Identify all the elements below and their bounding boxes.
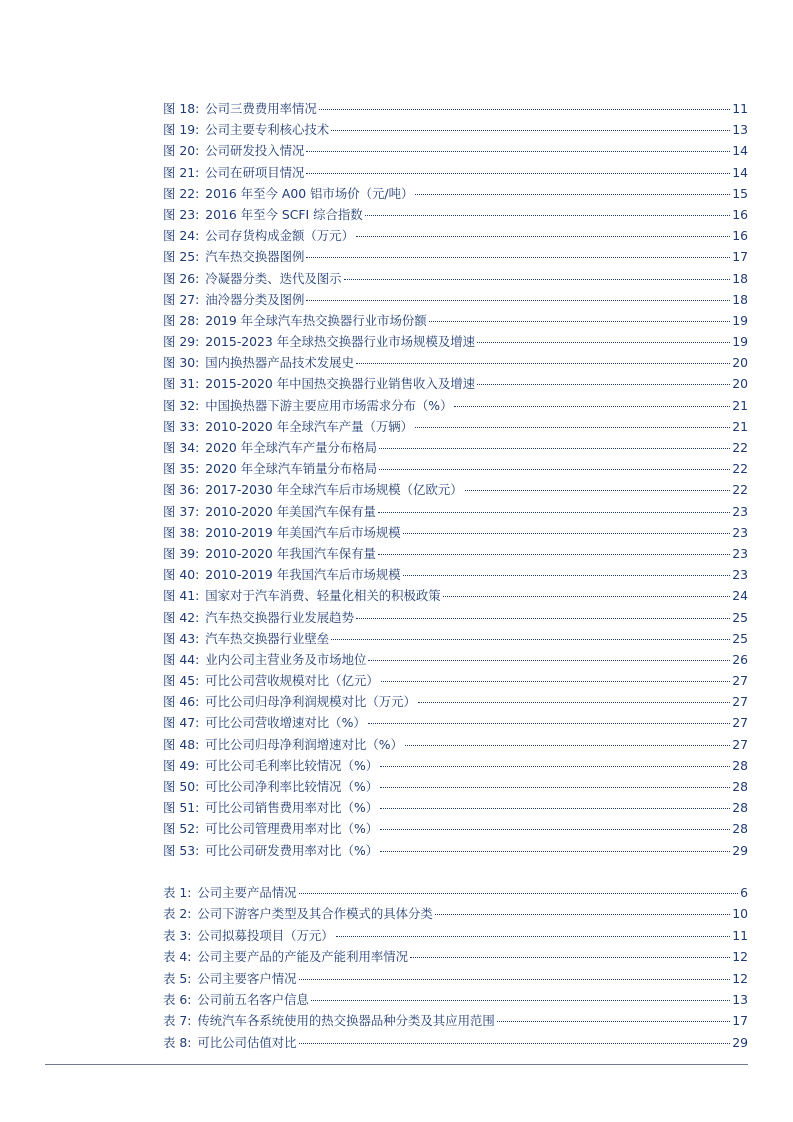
figure-entry[interactable]: [163, 734, 748, 755]
entry-title: 2016 年至今 A00 铝市场价（元/吨）: [205, 185, 414, 201]
entry-title: 传统汽车各系统使用的热交换器品种分类及其应用范围: [197, 1013, 495, 1029]
dot-leader: [356, 618, 730, 619]
entry-title: 国内换热器产品技术发展史: [205, 355, 354, 371]
figure-entry[interactable]: [163, 564, 748, 585]
entry-title: 可比公司净利率比较情况（%）: [205, 779, 379, 794]
dot-leader: [331, 130, 730, 131]
dot-leader: [380, 766, 730, 767]
dot-leader: [299, 1043, 731, 1044]
entry-number: 图 52:: [163, 821, 200, 837]
page-number: 11: [732, 101, 748, 116]
page-number: 19: [732, 334, 748, 350]
entry-title: 国家对于汽车消费、轻量化相关的积极政策: [205, 588, 441, 604]
entry-title: 2015-2023 年全球热交换器行业市场规模及增速: [205, 334, 476, 350]
entry-title: 公司主要产品的产能及产能利用率情况: [197, 949, 409, 965]
dot-leader: [415, 194, 730, 195]
entry-number: 图 51:: [163, 800, 200, 816]
page-number: 27: [732, 694, 748, 710]
entry-title: 可比公司管理费用率对比（%）: [205, 821, 379, 837]
entry-title: 油冷器分类及图例: [205, 291, 305, 307]
entry-title: 可比公司销售费用率对比（%）: [205, 800, 379, 816]
page-number: 25: [732, 630, 748, 646]
page-number: 28: [732, 821, 748, 837]
entry-label: [163, 946, 408, 967]
figure-entry[interactable]: [163, 289, 748, 310]
dot-leader: [443, 596, 731, 597]
dot-leader: [336, 936, 731, 937]
page-number: 12: [732, 949, 748, 965]
page-number: 21: [732, 397, 748, 413]
entry-label: [163, 225, 354, 246]
page-number: 16: [732, 206, 748, 222]
page-number: 11: [732, 927, 748, 943]
figure-entry[interactable]: [163, 712, 748, 733]
page-number: 6: [740, 885, 748, 900]
entry-number: 图 38:: [163, 524, 200, 540]
entry-number: 图 35:: [163, 461, 200, 477]
page-number: 23: [732, 524, 748, 540]
dot-leader: [418, 702, 730, 703]
entry-label: [163, 543, 376, 564]
entry-label: [163, 268, 342, 289]
entry-number: 表 4:: [163, 949, 192, 965]
entry-number: 图 43:: [163, 630, 200, 646]
entry-number: 图 39:: [163, 545, 200, 561]
entry-label: [163, 797, 378, 818]
page-number: 13: [732, 122, 748, 138]
entry-number: 图 29:: [163, 334, 200, 350]
dot-leader: [306, 300, 730, 301]
dot-leader: [380, 787, 730, 788]
table-entry[interactable]: [163, 925, 748, 946]
entry-number: 图 50:: [163, 779, 200, 794]
page-number: 24: [732, 588, 748, 604]
figure-entry[interactable]: [163, 268, 748, 289]
entry-number: 图 20:: [163, 143, 200, 159]
entry-label: [163, 925, 334, 946]
entry-number: 图 32:: [163, 397, 200, 413]
entry-number: 表 1:: [163, 885, 192, 900]
entry-number: 图 19:: [163, 122, 200, 138]
entry-title: 2016 年至今 SCFI 综合指数: [205, 206, 363, 222]
figure-entry[interactable]: [163, 162, 748, 183]
dot-leader: [299, 893, 739, 894]
entry-title: 公司研发投入情况: [205, 143, 305, 159]
page-number: 19: [732, 312, 748, 328]
entry-number: 图 44:: [163, 651, 200, 667]
entry-number: 图 22:: [163, 185, 200, 201]
figure-entry[interactable]: [163, 458, 748, 479]
entry-label: [163, 289, 304, 310]
dot-leader: [415, 427, 730, 428]
entry-number: 图 26:: [163, 270, 200, 286]
entry-label: [163, 479, 463, 500]
figure-entry[interactable]: [163, 183, 748, 204]
entry-title: 汽车热交换器行业壁垒: [205, 630, 330, 646]
figure-entry[interactable]: [163, 691, 748, 712]
entry-number: 图 33:: [163, 418, 200, 434]
dot-leader: [403, 575, 731, 576]
table-index: [163, 882, 748, 1053]
entry-label: [163, 691, 416, 712]
entry-number: 图 25:: [163, 249, 200, 265]
entry-label: [163, 649, 366, 670]
figure-entry[interactable]: [163, 501, 748, 522]
figure-entry[interactable]: [163, 395, 748, 416]
page-number: 27: [732, 715, 748, 731]
dot-leader: [403, 533, 731, 534]
figure-entry[interactable]: [163, 98, 748, 119]
entry-label: [163, 628, 329, 649]
table-entry[interactable]: [163, 1010, 748, 1031]
page-number: 27: [732, 673, 748, 689]
figure-entry[interactable]: [163, 479, 748, 500]
figure-entry[interactable]: [163, 310, 748, 331]
entry-number: 图 36:: [163, 482, 200, 498]
entry-label: [163, 395, 452, 416]
dot-leader: [378, 554, 730, 555]
entry-title: 公司存货构成金额（万元）: [205, 228, 354, 244]
figure-entry[interactable]: [163, 755, 748, 776]
dot-leader: [368, 723, 730, 724]
page-number: 29: [732, 842, 748, 858]
entry-label: [163, 734, 403, 755]
entry-label: [163, 246, 304, 267]
entry-title: 可比公司归母净利润增速对比（%）: [205, 736, 403, 752]
page-number: 22: [732, 482, 748, 498]
entry-label: [163, 1010, 495, 1031]
entry-number: 图 37:: [163, 503, 200, 519]
figure-entry[interactable]: [163, 649, 748, 670]
entry-number: 图 53:: [163, 842, 200, 858]
figure-entry[interactable]: [163, 119, 748, 140]
entry-label: [163, 140, 304, 161]
entry-number: 表 5:: [163, 970, 192, 986]
entry-label: [163, 882, 297, 903]
dot-leader: [306, 257, 730, 258]
entry-number: 图 45:: [163, 673, 200, 689]
entry-title: 业内公司主营业务及市场地位: [205, 651, 367, 667]
entry-label: [163, 119, 329, 140]
entry-title: 2020 年全球汽车产量分布格局: [205, 440, 378, 455]
entry-label: [163, 437, 377, 458]
dot-leader: [331, 639, 730, 640]
page-number: 14: [732, 143, 748, 159]
entry-label: [163, 501, 376, 522]
dot-leader: [319, 109, 730, 110]
figure-entry[interactable]: [163, 776, 748, 797]
page-number: 23: [732, 545, 748, 561]
entry-title: 汽车热交换器图例: [205, 249, 305, 265]
page-number: 17: [732, 249, 748, 265]
entry-title: 2010-2020 年我国汽车保有量: [205, 545, 376, 561]
page-number: 14: [732, 164, 748, 180]
page-number: 10: [732, 906, 748, 922]
entry-number: 图 48:: [163, 736, 200, 752]
entry-title: 汽车热交换器行业发展趋势: [205, 609, 354, 625]
entry-label: [163, 522, 401, 543]
entry-title: 2015-2020 年中国热交换器行业销售收入及增速: [205, 376, 476, 392]
figure-entry[interactable]: [163, 331, 748, 352]
dot-leader: [356, 236, 730, 237]
entry-number: 图 41:: [163, 588, 200, 604]
entry-number: 图 27:: [163, 291, 200, 307]
dot-leader: [465, 490, 731, 491]
figure-entry[interactable]: [163, 140, 748, 161]
entry-label: [163, 183, 413, 204]
dot-leader: [380, 829, 730, 830]
figure-index: [163, 98, 748, 861]
table-entry[interactable]: [163, 968, 748, 989]
entry-number: 图 31:: [163, 376, 200, 392]
dot-leader: [379, 469, 730, 470]
dot-leader: [380, 851, 730, 852]
figure-entry[interactable]: [163, 628, 748, 649]
entry-number: 表 8:: [163, 1034, 192, 1050]
entry-number: 表 6:: [163, 991, 192, 1007]
entry-title: 冷凝器分类、迭代及图示: [205, 270, 342, 286]
page-number: 20: [732, 376, 748, 392]
dot-leader: [454, 406, 730, 407]
entry-title: 可比公司毛利率比较情况（%）: [205, 757, 379, 773]
entry-label: [163, 1032, 297, 1053]
page-number: 16: [732, 228, 748, 244]
entry-title: 可比公司研发费用率对比（%）: [205, 842, 379, 858]
figure-entry[interactable]: [163, 818, 748, 839]
figure-entry[interactable]: [163, 204, 748, 225]
entry-title: 2010-2020 年美国汽车保有量: [205, 503, 376, 519]
entry-title: 公司在研项目情况: [205, 164, 305, 180]
entry-title: 可比公司归母净利润规模对比（万元）: [205, 694, 416, 710]
table-entry[interactable]: [163, 882, 748, 903]
dot-leader: [311, 1000, 730, 1001]
entry-label: [163, 712, 366, 733]
dot-leader: [381, 681, 730, 682]
page-number: 28: [732, 800, 748, 816]
entry-number: 图 42:: [163, 609, 200, 625]
entry-title: 可比公司估值对比: [197, 1034, 297, 1050]
entry-label: [163, 968, 297, 989]
entry-title: 公司三费费用率情况: [205, 101, 317, 116]
page-number: 28: [732, 757, 748, 773]
table-entry[interactable]: [163, 989, 748, 1010]
figure-entry[interactable]: [163, 416, 748, 437]
entry-label: [163, 670, 379, 691]
table-entry[interactable]: [163, 903, 748, 924]
dot-leader: [477, 342, 730, 343]
entry-title: 可比公司营收增速对比（%）: [205, 715, 366, 731]
entry-number: 图 46:: [163, 694, 200, 710]
page-number: 29: [732, 1034, 748, 1050]
table-entry[interactable]: [163, 946, 748, 967]
figure-entry[interactable]: [163, 522, 748, 543]
figure-entry[interactable]: [163, 543, 748, 564]
page-number: 28: [732, 779, 748, 794]
entry-label: [163, 204, 363, 225]
figure-entry[interactable]: [163, 840, 748, 861]
entry-title: 2010-2019 年我国汽车后市场规模: [205, 567, 401, 583]
page-number: 17: [732, 1013, 748, 1029]
entry-label: [163, 373, 475, 394]
entry-label: [163, 585, 441, 606]
page-number: 21: [732, 418, 748, 434]
entry-title: 中国换热器下游主要应用市场需求分布（%）: [205, 397, 453, 413]
dot-leader: [477, 384, 730, 385]
dot-leader: [356, 363, 730, 364]
page-number: 27: [732, 736, 748, 752]
dot-leader: [306, 151, 730, 152]
page-number: 23: [732, 567, 748, 583]
entry-label: [163, 755, 378, 776]
page-number: 22: [732, 440, 748, 455]
entry-label: [163, 903, 433, 924]
entry-number: 表 3:: [163, 927, 192, 943]
page-number: 18: [732, 291, 748, 307]
figure-entry[interactable]: [163, 797, 748, 818]
figure-entry[interactable]: [163, 373, 748, 394]
entry-number: 图 47:: [163, 715, 200, 731]
entry-label: [163, 416, 413, 437]
dot-leader: [306, 173, 730, 174]
page-number: 18: [732, 270, 748, 286]
entry-title: 2010-2019 年美国汽车后市场规模: [205, 524, 401, 540]
dot-leader: [378, 512, 730, 513]
figure-entry[interactable]: [163, 585, 748, 606]
page-number: 26: [732, 651, 748, 667]
figure-entry[interactable]: [163, 607, 748, 628]
entry-number: 图 49:: [163, 757, 200, 773]
entry-number: 图 30:: [163, 355, 200, 371]
entry-label: [163, 98, 317, 119]
entry-title: 公司主要客户情况: [197, 970, 297, 986]
entry-title: 2019 年全球汽车热交换器行业市场份额: [205, 312, 427, 328]
dot-leader: [497, 1021, 730, 1022]
entry-title: 2010-2020 年全球汽车产量（万辆）: [205, 418, 414, 434]
dot-leader: [429, 321, 731, 322]
dot-leader: [299, 979, 731, 980]
entry-label: [163, 818, 378, 839]
entry-title: 公司下游客户类型及其合作模式的具体分类: [197, 906, 433, 922]
entry-label: [163, 607, 354, 628]
page-number: 12: [732, 970, 748, 986]
figure-entry[interactable]: [163, 670, 748, 691]
entry-number: 图 40:: [163, 567, 200, 583]
dot-leader: [380, 808, 730, 809]
dot-leader: [410, 957, 730, 958]
entry-label: [163, 840, 378, 861]
entry-number: 图 24:: [163, 228, 200, 244]
dot-leader: [368, 660, 730, 661]
entry-number: 图 28:: [163, 312, 200, 328]
entry-label: [163, 352, 354, 373]
page-number: 20: [732, 355, 748, 371]
page-number: 15: [732, 185, 748, 201]
entry-number: 图 18:: [163, 101, 200, 116]
dot-leader: [405, 745, 730, 746]
entry-label: [163, 776, 378, 797]
entry-title: 2020 年全球汽车销量分布格局: [205, 461, 378, 477]
page-number: 13: [732, 991, 748, 1007]
entry-label: [163, 331, 475, 352]
footer-divider: [45, 1064, 748, 1065]
entry-title: 可比公司营收规模对比（亿元）: [205, 673, 379, 689]
entry-number: 图 23:: [163, 206, 200, 222]
dot-leader: [435, 914, 730, 915]
dot-leader: [344, 279, 731, 280]
dot-leader: [365, 215, 731, 216]
table-entry[interactable]: [163, 1032, 748, 1053]
entry-label: [163, 564, 401, 585]
figure-entry[interactable]: [163, 352, 748, 373]
page-number: 25: [732, 609, 748, 625]
entry-label: [163, 310, 427, 331]
entry-title: 公司主要产品情况: [197, 885, 297, 900]
figure-entry[interactable]: [163, 225, 748, 246]
entry-label: [163, 458, 377, 479]
entry-title: 公司主要专利核心技术: [205, 122, 330, 138]
entry-label: [163, 989, 309, 1010]
page-number: 22: [732, 461, 748, 477]
entry-title: 2017-2030 年全球汽车后市场规模（亿欧元）: [205, 482, 463, 498]
entry-title: 公司拟募投项目（万元）: [197, 927, 334, 943]
figure-entry[interactable]: [163, 437, 748, 458]
figure-entry[interactable]: [163, 246, 748, 267]
page-number: 23: [732, 503, 748, 519]
dot-leader: [379, 448, 730, 449]
entry-number: 图 21:: [163, 164, 200, 180]
entry-title: 公司前五名客户信息: [197, 991, 309, 1007]
entry-number: 图 34:: [163, 440, 200, 455]
entry-label: [163, 162, 304, 183]
entry-number: 表 2:: [163, 906, 192, 922]
entry-number: 表 7:: [163, 1013, 192, 1029]
